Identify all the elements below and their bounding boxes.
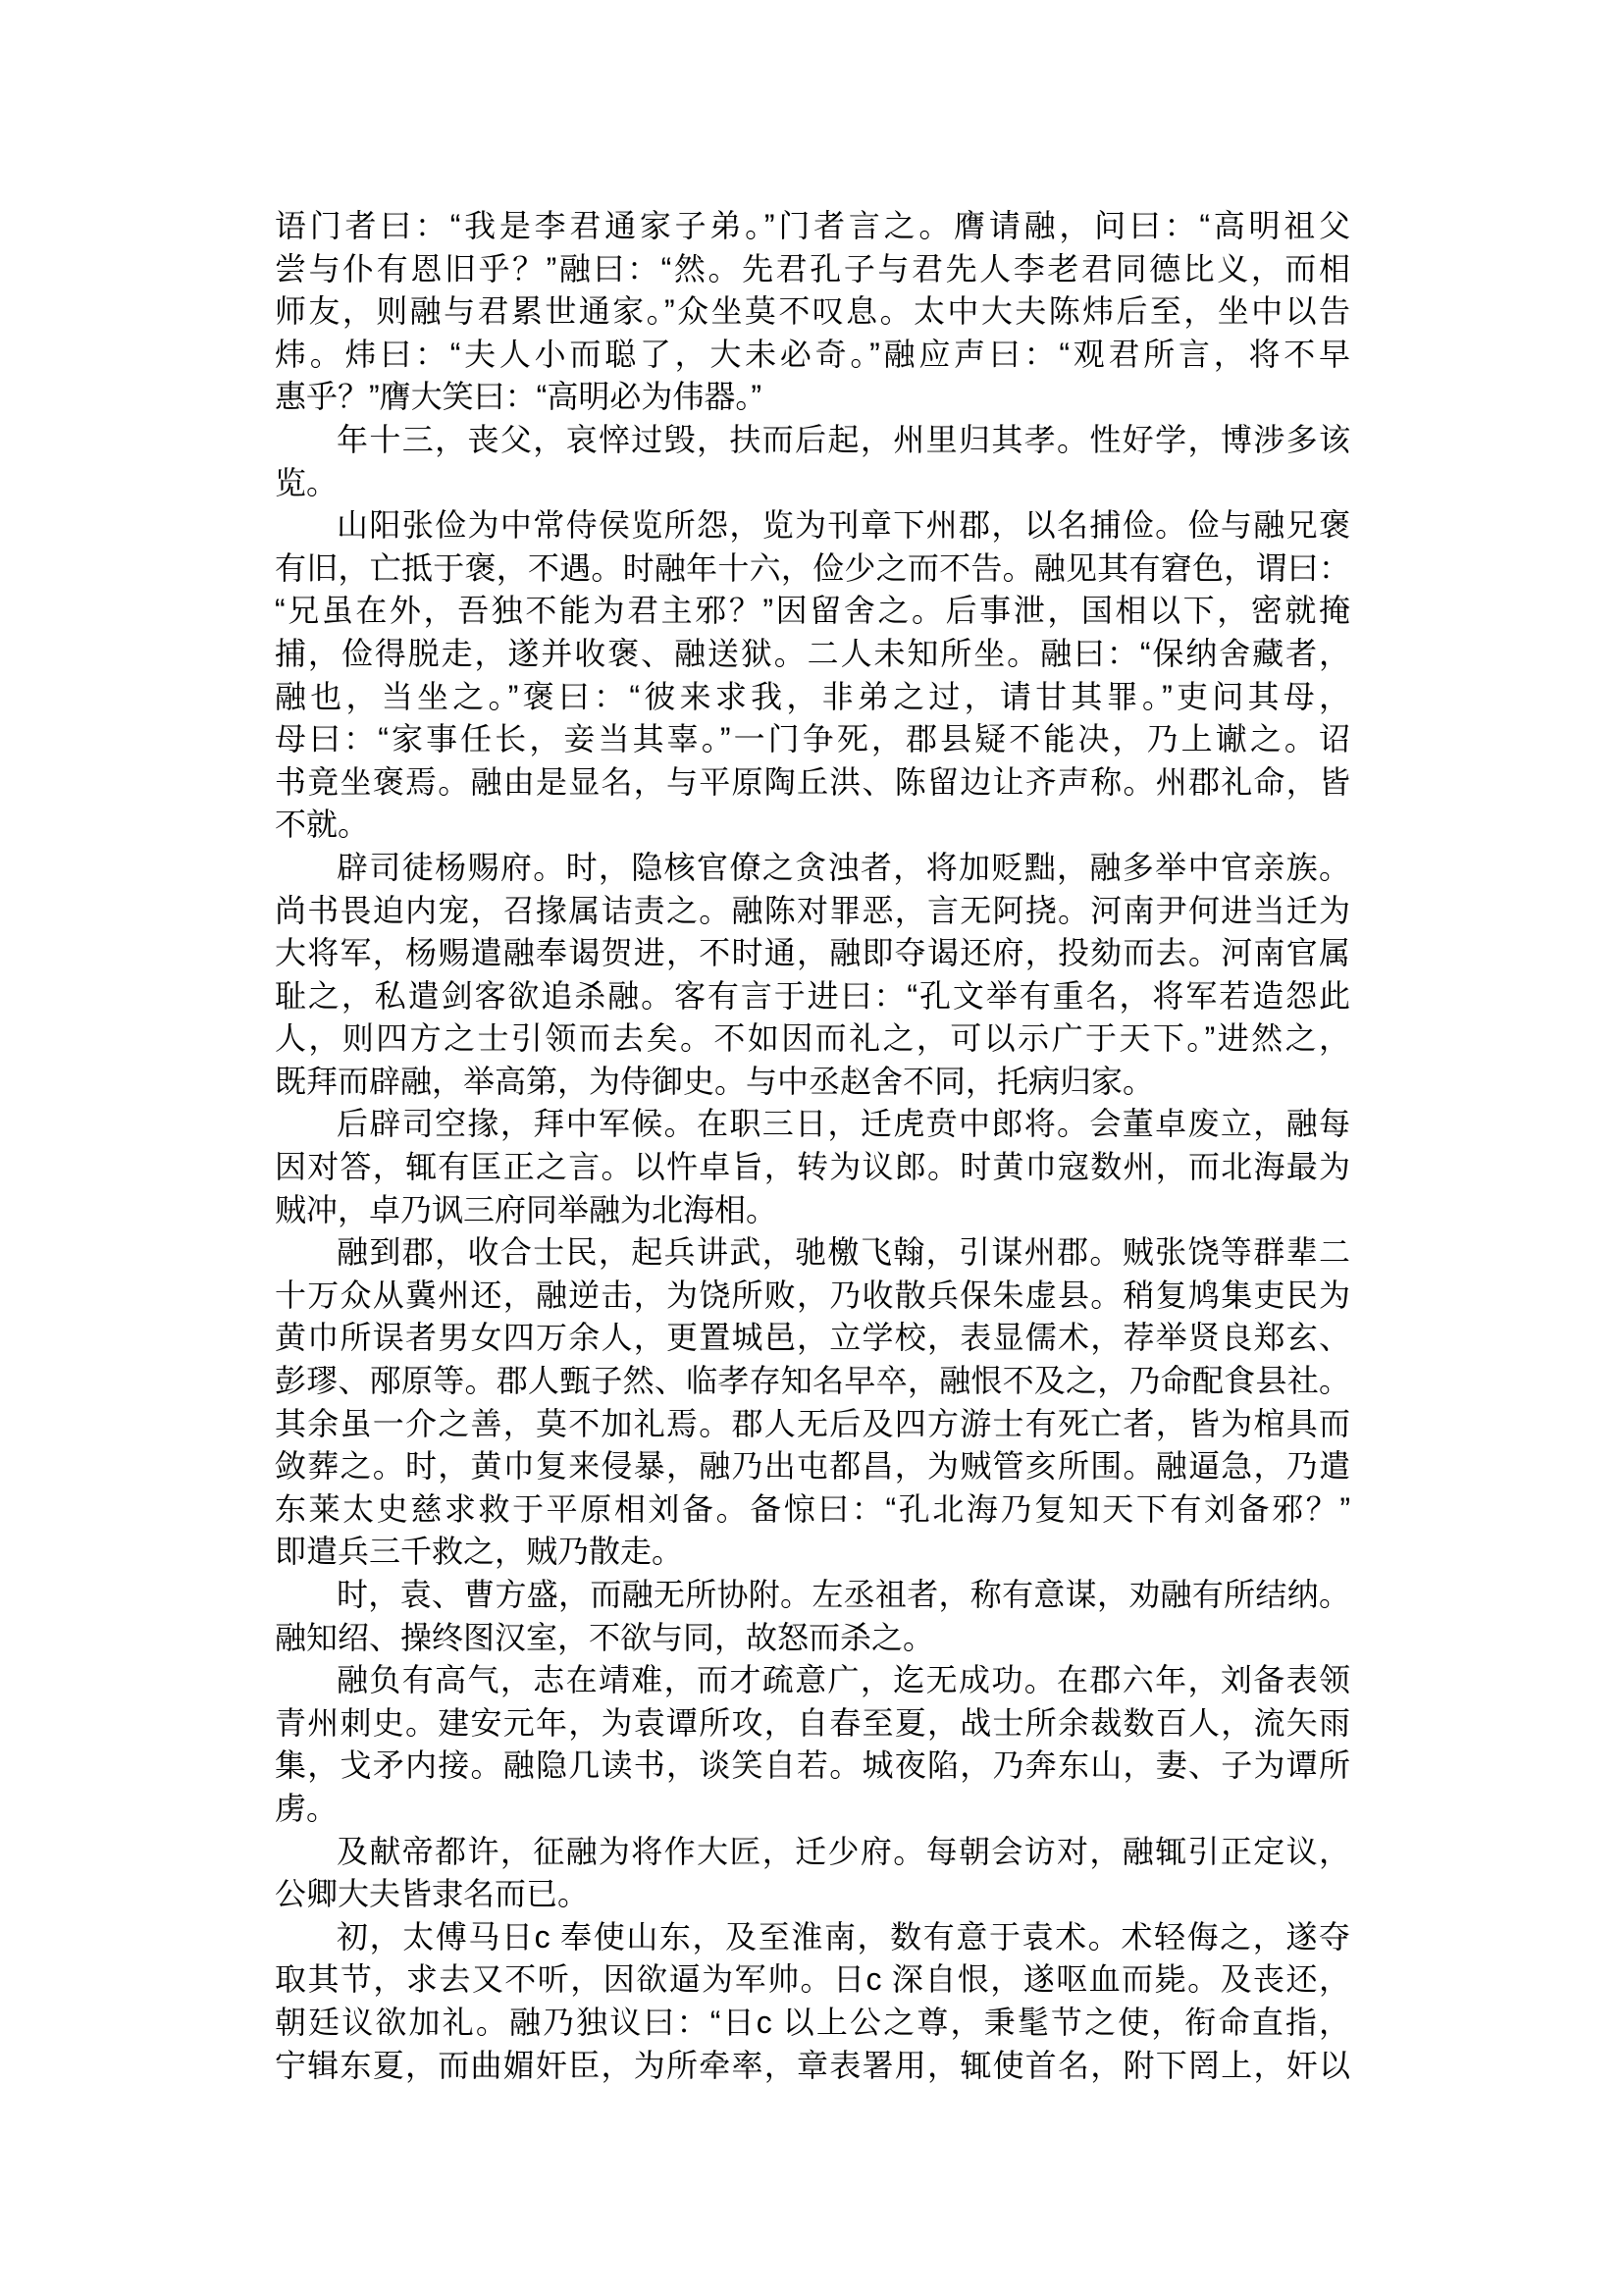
- text-line: 览。: [275, 464, 339, 500]
- text-block: [275, 205, 1350, 2087]
- text-line: 有旧，亡抵于褒，不遇。时融年十六，俭少之而不告。融见其有窘色，谓曰：: [275, 549, 1350, 586]
- text-line: “兄虽在外，吾独不能为君主邪？”因留舍之。后事泄，国相以下，密就掩: [275, 593, 1350, 629]
- text-line: 时，袁、曹方盛，而融无所协附。左丞祖者，称有意谋，劝融有所结纳。: [337, 1577, 1350, 1612]
- text-line: 虏。: [275, 1790, 339, 1826]
- text-line: 尝与仆有恩旧乎？”融曰：“然。先君孔子与君先人李老君同德比义，而相: [275, 250, 1350, 287]
- text-line: 融到郡，收合士民，起兵讲武，驰檄飞翰，引谋州郡。贼张饶等群辈二: [337, 1234, 1350, 1271]
- text-line: 及献帝都许，征融为将作大匠，迁少府。每朝会访对，融辄引正定议，: [337, 1833, 1350, 1869]
- text-line: 炜。炜曰：“夫人小而聪了，大未必奇。”融应声曰：“观君所言，将不早: [275, 336, 1350, 372]
- text-line: 师友，则融与君累世通家。”众坐莫不叹息。太中大夫陈炜后至，坐中以告: [275, 293, 1350, 330]
- text-line: 宁辑东夏，而曲媚奸臣，为所牵率，章表署用，辄使首名，附下罔上，奸以: [275, 2047, 1350, 2083]
- text-line: 贼冲，卓乃讽三府同举融为北海相。: [275, 1191, 778, 1227]
- text-line: 不就。: [275, 807, 370, 843]
- text-line: 彭璆、邴原等。郡人甄子然、临孝存知名早卒，融恨不及之，乃命配食县社。: [275, 1363, 1350, 1399]
- text-line: 东莱太史慈求救于平原相刘备。备惊曰：“孔北海乃复知天下有刘备邪？”: [275, 1490, 1350, 1527]
- text-line: 母曰：“家事任长，妾当其辜。”一门争死，郡县疑不能决，乃上谳之。诏: [275, 721, 1350, 757]
- text-line: 后辟司空掾，拜中军候。在职三日，迁虎贲中郎将。会董卓废立，融每: [337, 1106, 1350, 1142]
- text-line: 青州刺史。建安元年，为袁谭所攻，自春至夏，战士所余裁数百人，流矢雨: [275, 1704, 1350, 1741]
- text-line: 公卿大夫皆隶名而已。: [275, 1876, 590, 1912]
- text-line: 山阳张俭为中常侍侯览所怨，览为刊章下州郡，以名捕俭。俭与融兄褒: [337, 507, 1350, 544]
- text-line: 语门者曰：“我是李君通家子弟。”门者言之。膺请融，问曰：“高明祖父: [275, 208, 1350, 243]
- text-line: 人，则四方之士引领而去矣。不如因而礼之，可以示广于天下。”进然之，: [275, 1020, 1350, 1057]
- text-line: 融知绍、操终图汉室，不欲与同，故怒而杀之。: [275, 1619, 935, 1655]
- text-line: 敛葬之。时，黄巾复来侵暴，融乃出屯都昌，为贼管亥所围。融逼急，乃遣: [275, 1448, 1350, 1485]
- text-line: 辟司徒杨赐府。时，隐核官僚之贪浊者，将加贬黜，融多举中官亲族。: [337, 849, 1350, 885]
- text-line: 捕，俭得脱走，遂并收褒、融送狱。二人未知所坐。融曰：“保纳舍藏者，: [275, 635, 1350, 671]
- text-line: 黄巾所误者男女四万余人，更置城邑，立学校，表显儒术，荐举贤良郑玄、: [275, 1320, 1350, 1356]
- text-line: 即遣兵三千救之，贼乃散走。: [275, 1534, 684, 1570]
- text-line: 集，戈矛内接。融隐几读书，谈笑自若。城夜陷，乃奔东山，妻、子为谭所: [275, 1747, 1350, 1784]
- text-line: 惠乎？”膺大笑曰：“高明必为伟器。”: [275, 379, 761, 415]
- text-line: 融负有高气，志在靖难，而才疏意广，迄无成功。在郡六年，刘备表领: [337, 1662, 1350, 1698]
- text-line: 融也，当坐之。”褒曰：“彼来求我，非弟之过，请甘其罪。”吏问其母，: [275, 678, 1350, 714]
- text-line: 书竟坐褒焉。融由是显名，与平原陶丘洪、陈留边让齐声称。州郡礼命，皆: [275, 763, 1350, 800]
- text-line: 耻之，私遣剑客欲追杀融。客有言于进曰：“孔文举有重名，将军若造怨此: [275, 977, 1350, 1014]
- text-line: 取其节，求去又不听，因欲逼为军帅。日c 深自恨，遂呕血而毙。及丧还，: [275, 1961, 1350, 1998]
- text-line: 朝廷议欲加礼。融乃独议曰：“日c 以上公之尊，秉髦节之使，衔命直指，: [275, 2004, 1350, 2040]
- text-line: 因对答，辄有匡正之言。以忤卓旨，转为议郎。时黄巾寇数州，而北海最为: [275, 1149, 1350, 1185]
- text-line: 既拜而辟融，举高第，为侍御史。与中丞赵舍不同，托病归家。: [275, 1063, 1155, 1099]
- text-line: 大将军，杨赐遣融奉谒贺进，不时通，融即夺谒还府，投劾而去。河南官属: [275, 935, 1350, 971]
- text-line: 初，太傅马日c 奉使山东，及至淮南，数有意于袁术。术轻侮之，遂夺: [337, 1918, 1350, 1955]
- text-line: 年十三，丧父，哀悴过毁，扶而后起，州里归其孝。性好学，博涉多该: [337, 421, 1350, 457]
- text-line: 尚书畏迫内宠，召掾属诘责之。融陈对罪恶，言无阿挠。河南尹何进当迁为: [275, 892, 1350, 928]
- text-line: 十万众从冀州还，融逆击，为饶所败，乃收散兵保朱虚县。稍复鸠集吏民为: [275, 1277, 1350, 1313]
- text-line: 其余虽一介之善，莫不加礼焉。郡人无后及四方游士有死亡者，皆为棺具而: [275, 1405, 1350, 1441]
